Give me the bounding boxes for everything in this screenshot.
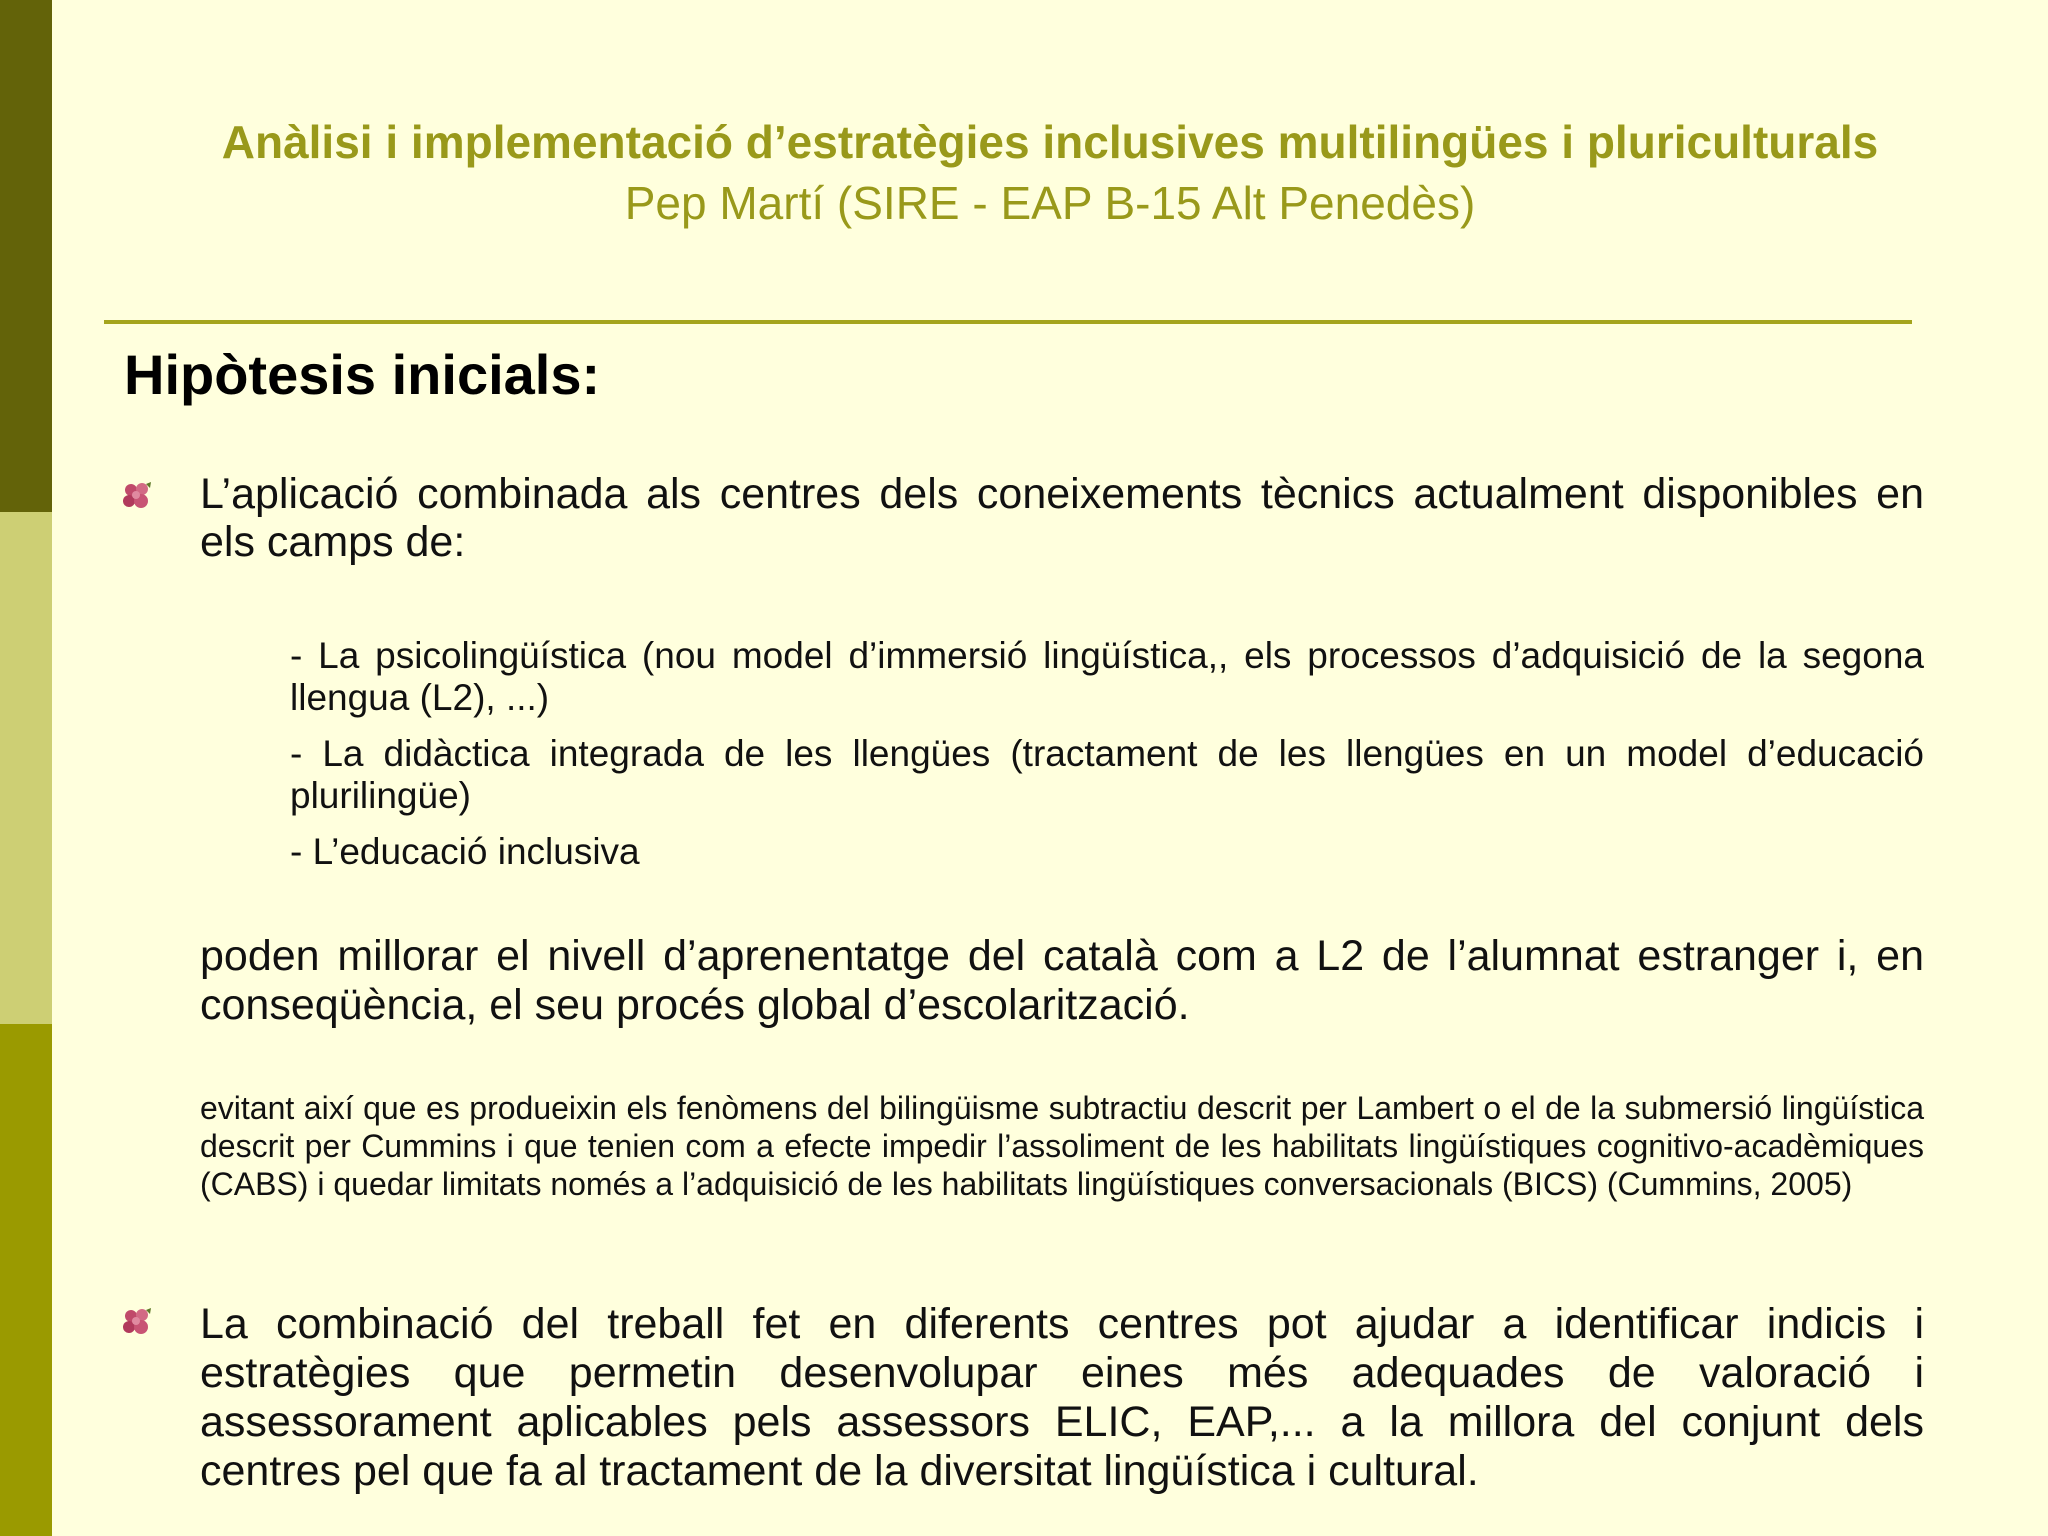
bullet-item-1: L’aplicació combinada als centres dels coneixements tècnics actualment disponibles en els camps de: bbox=[200, 470, 1924, 566]
list-item: - La psicolingüística (nou model d’immersió lingüística,, els processos d’adquisició de la segona llengua (L2), ...) bbox=[290, 635, 1924, 718]
bullet-item-2: La combinació del treball fet en diferents centres pot ajudar a identificar indicis i estratègies que permetin desenvolupar eines més adequades de valoració i assessorament aplicables pels assessors ELIC, EAP,... a la millora del conjunt dels centres pel que fa al tractament de la diversitat lingüística i cultural. bbox=[200, 1300, 1924, 1495]
sidebar-band-middle bbox=[0, 512, 52, 1024]
sidebar-band-bottom bbox=[0, 1024, 52, 1536]
slide-title: Anàlisi i implementació d’estratègies inclusives multilingües i pluriculturals bbox=[221, 116, 1879, 168]
knowledge-fields-list bbox=[290, 635, 1924, 887]
list-item: - L’educació inclusiva bbox=[290, 831, 640, 872]
slide-subtitle: Pep Martí (SIRE - EAP B-15 Alt Penedès) bbox=[624, 177, 1476, 229]
continuation-paragraph: poden millorar el nivell d’aprenentatge del català com a L2 de l’alumnat estranger i, en conseqüència, el seu procés global d’escolarització. bbox=[200, 932, 1924, 1029]
slide-header bbox=[52, 112, 2048, 234]
list-item: - La didàctica integrada de les llengües (tractament de les llengües en un model d’educació plurilingüe) bbox=[290, 733, 1924, 816]
note-paragraph: evitant així que es produeixin els fenòmens del bilingüisme subtractiu descrit per Lambert o el de la submersió lingüística descrit per Cummins i que tenien com a efecte impedir l’assoliment de les habilitats lingüístiques cognitivo-acadèmiques (CABS) i quedar limitats només a l’adquisició de les habilitats lingüístiques conversacionals (BICS) (Cummins, 2005) bbox=[200, 1090, 1924, 1202]
flower-bullet-icon bbox=[122, 482, 152, 510]
title-divider bbox=[104, 320, 1912, 324]
sidebar-band-top bbox=[0, 0, 52, 512]
section-heading: Hipòtesis inicials: bbox=[124, 343, 601, 406]
flower-bullet-icon bbox=[122, 1308, 152, 1336]
